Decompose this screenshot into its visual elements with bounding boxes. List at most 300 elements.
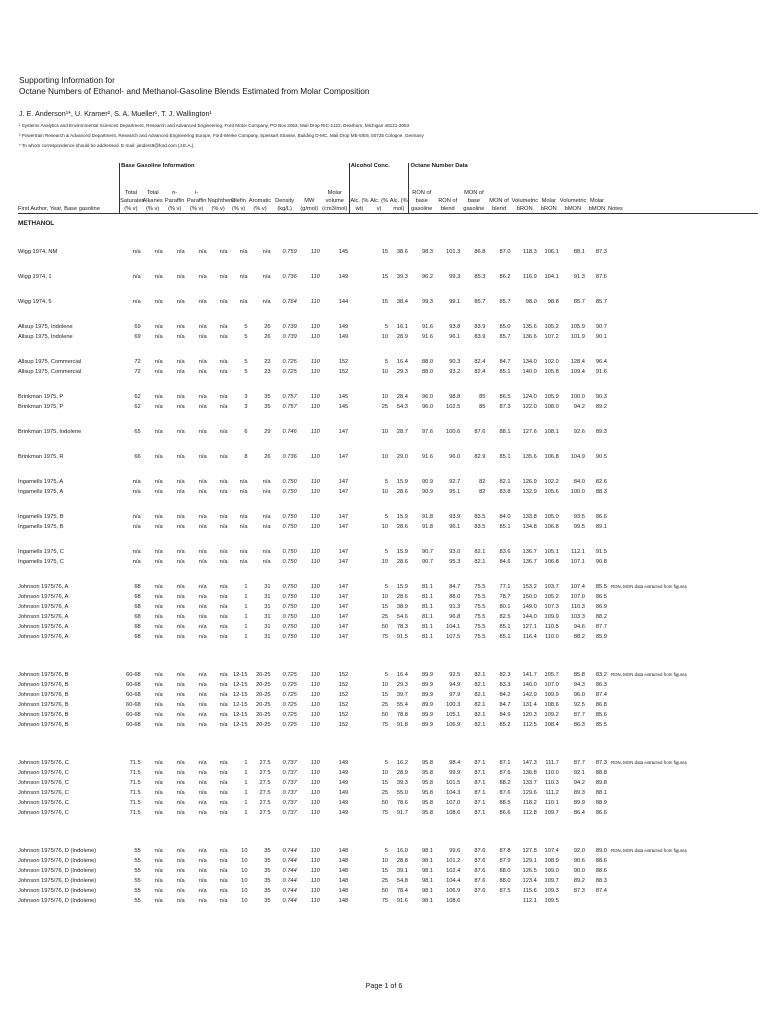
table-cell: n/a bbox=[176, 514, 185, 520]
table-cell: 94.3 bbox=[573, 682, 585, 688]
row-label: Allsup 1975, Commercial bbox=[18, 369, 82, 375]
table-cell: 88.3 bbox=[595, 878, 607, 884]
table-cell: 118.2 bbox=[522, 800, 537, 806]
table-cell: 107.3 bbox=[544, 604, 559, 610]
table-cell: 136.6 bbox=[522, 334, 537, 340]
table-cell: n/a bbox=[198, 249, 207, 255]
table-cell: 15 bbox=[381, 249, 389, 255]
table-cell: 99.1 bbox=[449, 299, 461, 305]
table-cell: 90.3 bbox=[595, 394, 607, 400]
table-cell: n/a bbox=[219, 324, 228, 330]
table-cell: 99.9 bbox=[449, 770, 461, 776]
table-cell: n/a bbox=[154, 604, 163, 610]
table-cell bbox=[349, 720, 369, 730]
table-cell: 147 bbox=[338, 559, 349, 565]
table-cell: 88.0 bbox=[422, 369, 434, 375]
table-cell: 85.1 bbox=[499, 369, 511, 375]
table-cell: 82.1 bbox=[474, 549, 486, 555]
table-cell: n/a bbox=[154, 770, 163, 776]
table-cell: 10 bbox=[241, 878, 248, 884]
table-cell: 104.9 bbox=[570, 454, 585, 460]
table-cell: 0.737 bbox=[282, 790, 297, 796]
table-cell: n/a bbox=[219, 524, 228, 530]
row-label: Wigg 1974, 1 bbox=[18, 274, 52, 280]
table-cell: 88.2 bbox=[595, 614, 607, 620]
table-row bbox=[18, 332, 758, 342]
table-cell: 78.8 bbox=[396, 712, 408, 718]
table-cell: 82.4 bbox=[474, 359, 486, 365]
table-cell: 111.7 bbox=[545, 760, 559, 766]
table-cell: 92.6 bbox=[573, 429, 585, 435]
table-cell bbox=[349, 798, 369, 808]
table-cell: 104.3 bbox=[446, 790, 461, 796]
table-cell: 87.6 bbox=[474, 888, 486, 894]
table-cell: 116.4 bbox=[522, 634, 537, 640]
table-cell: n/a bbox=[198, 454, 207, 460]
table-cell: n/a bbox=[154, 614, 163, 620]
table-cell: 135.6 bbox=[522, 454, 537, 460]
table-cell: 1 bbox=[244, 790, 248, 796]
table-cell: 106.8 bbox=[544, 524, 559, 530]
table-cell: 94.2 bbox=[573, 780, 585, 786]
table-cell: 90.3 bbox=[449, 359, 461, 365]
table-cell: 0.725 bbox=[282, 359, 297, 365]
table-cell: n/a bbox=[219, 878, 228, 884]
table-row bbox=[18, 427, 758, 437]
table-cell: 131.4 bbox=[522, 702, 537, 708]
table-cell: n/a bbox=[176, 429, 185, 435]
row-label: Allsup 1975, Indolene bbox=[18, 324, 73, 330]
table-cell: 10 bbox=[381, 369, 389, 375]
table-cell: 75.5 bbox=[474, 594, 486, 600]
table-cell: 35 bbox=[264, 898, 271, 904]
row-note bbox=[608, 512, 758, 522]
table-cell: n/a bbox=[198, 760, 207, 766]
table-row bbox=[18, 710, 758, 720]
table-cell: 99.3 bbox=[422, 299, 434, 305]
table-cell: n/a bbox=[176, 394, 185, 400]
table-cell: 85.7 bbox=[595, 299, 607, 305]
table-cell: 109.7 bbox=[544, 878, 559, 884]
table-cell: 105.6 bbox=[544, 489, 559, 495]
table-cell: 98.1 bbox=[422, 878, 434, 884]
table-cell: 1 bbox=[244, 770, 248, 776]
table-cell: 15.9 bbox=[396, 479, 408, 485]
table-cell: 0.750 bbox=[282, 559, 297, 565]
column-header: Alc. (% wt) bbox=[349, 175, 369, 214]
table-cell: 88.0 bbox=[449, 594, 461, 600]
row-label: Johnson 1975/76, A bbox=[18, 624, 69, 630]
table-cell bbox=[349, 487, 369, 497]
table-cell: 69 bbox=[134, 334, 141, 340]
table-cell: n/a bbox=[176, 712, 185, 718]
table-cell: 152 bbox=[338, 672, 349, 678]
table-cell: 95.8 bbox=[422, 770, 434, 776]
table-cell: 82 bbox=[479, 479, 486, 485]
table-row bbox=[18, 798, 758, 808]
table-cell: 90.9 bbox=[422, 489, 434, 495]
table-cell: 95.8 bbox=[422, 760, 434, 766]
table-cell: 84.7 bbox=[449, 584, 461, 590]
table-cell: 148 bbox=[338, 888, 349, 894]
table-cell: n/a bbox=[239, 274, 248, 280]
table-cell: 98.8 bbox=[449, 394, 461, 400]
table-cell: 84.9 bbox=[499, 712, 511, 718]
table-cell: n/a bbox=[219, 810, 228, 816]
table-cell: 10 bbox=[381, 489, 389, 495]
table-cell: n/a bbox=[262, 559, 271, 565]
table-cell: 85.8 bbox=[573, 672, 585, 678]
row-note: RON, MON data extracted from figures bbox=[610, 760, 687, 765]
table-cell: 123.4 bbox=[522, 878, 537, 884]
table-cell: 87.6 bbox=[474, 429, 486, 435]
table-cell bbox=[349, 866, 369, 876]
table-cell: 5 bbox=[244, 324, 248, 330]
row-label: Johnson 1975/76, C bbox=[18, 800, 69, 806]
row-note bbox=[608, 866, 758, 876]
table-cell: 0.739 bbox=[282, 334, 297, 340]
table-cell: n/a bbox=[219, 514, 228, 520]
table-cell: 10 bbox=[381, 858, 389, 864]
column-header: Naphthene (% v) bbox=[208, 175, 229, 214]
table-cell: n/a bbox=[219, 299, 228, 305]
table-cell: 141.7 bbox=[522, 672, 537, 678]
table-cell: n/a bbox=[198, 334, 207, 340]
table-cell: n/a bbox=[154, 858, 163, 864]
table-cell: n/a bbox=[154, 790, 163, 796]
table-cell: 109.7 bbox=[544, 810, 559, 816]
table-cell: 103.3 bbox=[570, 614, 585, 620]
table-cell bbox=[349, 700, 369, 710]
table-cell bbox=[349, 477, 369, 487]
table-cell: 86.8 bbox=[474, 249, 486, 255]
row-note bbox=[608, 778, 758, 788]
table-cell: n/a bbox=[198, 878, 207, 884]
table-cell: 107.0 bbox=[570, 594, 585, 600]
table-cell: 55 bbox=[134, 848, 141, 854]
table-cell: n/a bbox=[154, 594, 163, 600]
table-cell: 82.9 bbox=[474, 454, 486, 460]
table-cell: 91.6 bbox=[595, 369, 607, 375]
table-cell: 110 bbox=[310, 559, 320, 565]
table-cell: 106.1 bbox=[544, 249, 559, 255]
table-cell: 0.744 bbox=[282, 888, 297, 894]
table-cell: n/a bbox=[262, 514, 271, 520]
table-cell: 0.725 bbox=[282, 702, 297, 708]
table-cell: 147.3 bbox=[522, 760, 537, 766]
table-cell: 12-15 bbox=[232, 682, 248, 688]
table-cell: n/a bbox=[176, 594, 185, 600]
table-cell: 93.0 bbox=[449, 549, 461, 555]
table-cell: 127.1 bbox=[522, 624, 537, 630]
row-note bbox=[608, 427, 758, 437]
table-cell: 87.6 bbox=[595, 274, 607, 280]
table-cell: 92.1 bbox=[573, 770, 585, 776]
table-cell bbox=[586, 896, 608, 906]
table-cell: 105.0 bbox=[544, 514, 559, 520]
table-cell: 110 bbox=[310, 584, 320, 590]
table-cell: n/a bbox=[198, 299, 207, 305]
table-cell: 80.1 bbox=[499, 604, 511, 610]
table-cell: 35 bbox=[264, 868, 271, 874]
table-cell: 102.0 bbox=[544, 359, 559, 365]
table-cell: 1 bbox=[244, 800, 248, 806]
table-cell: n/a bbox=[176, 369, 185, 375]
table-cell: n/a bbox=[262, 479, 271, 485]
table-row bbox=[18, 547, 758, 557]
table-cell: 110 bbox=[310, 404, 320, 410]
table-cell: 110 bbox=[310, 682, 320, 688]
table-cell: n/a bbox=[176, 614, 185, 620]
table-cell: 0.757 bbox=[282, 404, 297, 410]
table-cell: 91.6 bbox=[422, 324, 434, 330]
table-cell: 26 bbox=[264, 334, 271, 340]
table-cell: 91.8 bbox=[396, 722, 408, 728]
table-cell: 149 bbox=[338, 780, 349, 786]
table-cell: 81.1 bbox=[422, 594, 434, 600]
table-cell: n/a bbox=[154, 780, 163, 786]
table-cell: n/a bbox=[198, 614, 207, 620]
table-cell: 71.5 bbox=[129, 790, 141, 796]
table-cell: n/a bbox=[198, 429, 207, 435]
table-cell: 94.9 bbox=[449, 682, 461, 688]
table-cell: 98.0 bbox=[525, 299, 537, 305]
table-cell: 89.2 bbox=[573, 878, 585, 884]
table-cell: 71.5 bbox=[129, 810, 141, 816]
table-cell: 91.3 bbox=[573, 274, 585, 280]
table-cell: 86.6 bbox=[499, 810, 511, 816]
table-cell: 0.725 bbox=[282, 369, 297, 375]
table-cell: 98.1 bbox=[422, 888, 434, 894]
table-cell: 152 bbox=[338, 692, 349, 698]
table-cell: 90.5 bbox=[595, 454, 607, 460]
table-cell: 87.3 bbox=[595, 249, 607, 255]
row-label: Ingamells 1975, C bbox=[18, 549, 64, 555]
table-cell: 35 bbox=[264, 878, 271, 884]
table-cell: 10 bbox=[381, 682, 389, 688]
table-cell: 140.0 bbox=[522, 682, 537, 688]
table-cell: 120.3 bbox=[522, 712, 537, 718]
table-cell: 108.0 bbox=[544, 404, 559, 410]
table-cell: 28.4 bbox=[396, 394, 408, 400]
table-cell: 16.0 bbox=[396, 848, 408, 854]
table-cell: 15 bbox=[381, 692, 389, 698]
table-cell: 102.5 bbox=[446, 404, 461, 410]
table-cell: 89.9 bbox=[422, 682, 434, 688]
table-cell: 5 bbox=[384, 848, 389, 854]
table-cell: 129.6 bbox=[522, 790, 537, 796]
table-row bbox=[18, 680, 758, 690]
table-cell bbox=[349, 557, 369, 567]
table-cell: 82.5 bbox=[499, 614, 511, 620]
table-cell: 88.2 bbox=[499, 780, 511, 786]
table-cell: 88.0 bbox=[499, 878, 511, 884]
table-cell: n/a bbox=[198, 702, 207, 708]
table-cell: 6 bbox=[244, 429, 248, 435]
table-row bbox=[18, 808, 758, 818]
table-cell: n/a bbox=[239, 514, 248, 520]
table-cell: 92.5 bbox=[449, 672, 461, 678]
table-cell: 78.6 bbox=[396, 800, 408, 806]
table-cell: n/a bbox=[154, 898, 163, 904]
table-cell: 110 bbox=[310, 334, 320, 340]
table-cell: 27.5 bbox=[259, 780, 271, 786]
table-cell: 82.4 bbox=[474, 369, 486, 375]
table-cell: 106.8 bbox=[544, 454, 559, 460]
table-cell: 108.6 bbox=[446, 810, 461, 816]
table-cell: 0.750 bbox=[282, 604, 297, 610]
table-cell: 96.0 bbox=[449, 454, 461, 460]
table-cell: n/a bbox=[239, 549, 248, 555]
table-row bbox=[18, 322, 758, 332]
table-cell: 92.7 bbox=[449, 479, 461, 485]
table-cell: n/a bbox=[219, 848, 228, 854]
table-cell: 96.4 bbox=[595, 359, 607, 365]
table-cell: 0.737 bbox=[282, 780, 297, 786]
table-cell: 149.0 bbox=[522, 604, 537, 610]
table-cell: 90.7 bbox=[595, 324, 607, 330]
table-cell: 75.5 bbox=[474, 604, 486, 610]
table-cell: 147 bbox=[338, 454, 349, 460]
row-note bbox=[608, 768, 758, 778]
table-cell: n/a bbox=[219, 249, 228, 255]
table-cell: 148 bbox=[338, 898, 349, 904]
table-cell: 68 bbox=[134, 604, 141, 610]
column-header: i-Paraffin (% v) bbox=[186, 175, 208, 214]
table-cell: 0.744 bbox=[282, 848, 297, 854]
table-cell: 23 bbox=[264, 369, 271, 375]
table-cell: 10 bbox=[241, 898, 248, 904]
table-cell: n/a bbox=[219, 672, 228, 678]
table-cell: 3 bbox=[244, 394, 248, 400]
table-cell: 84.6 bbox=[499, 559, 511, 565]
table-cell: 91.8 bbox=[422, 514, 434, 520]
table-cell: 89.8 bbox=[595, 780, 607, 786]
table-cell: 110 bbox=[310, 394, 320, 400]
table-cell: n/a bbox=[219, 429, 228, 435]
table-row bbox=[18, 612, 758, 622]
table-cell: n/a bbox=[262, 489, 271, 495]
column-header: First Author, Year, Base gasoline bbox=[18, 175, 120, 214]
table-cell: n/a bbox=[176, 848, 185, 854]
table-cell: n/a bbox=[198, 559, 207, 565]
table-cell: 92.5 bbox=[573, 702, 585, 708]
table-cell: n/a bbox=[154, 524, 163, 530]
table-cell: 72 bbox=[134, 369, 141, 375]
table-cell: 10 bbox=[381, 429, 389, 435]
table-cell: 60-68 bbox=[126, 702, 141, 708]
table-cell: n/a bbox=[219, 359, 228, 365]
table-cell: 112.5 bbox=[522, 722, 537, 728]
table-cell: n/a bbox=[219, 770, 228, 776]
row-note bbox=[608, 798, 758, 808]
table-cell: 50 bbox=[381, 712, 389, 718]
table-cell: 0.737 bbox=[282, 770, 297, 776]
table-cell: 98.4 bbox=[449, 760, 461, 766]
table-cell: n/a bbox=[154, 712, 163, 718]
table-cell: 10 bbox=[381, 770, 389, 776]
table-row bbox=[18, 768, 758, 778]
table-cell: n/a bbox=[154, 489, 163, 495]
table-cell bbox=[560, 896, 586, 906]
table-cell: 136.7 bbox=[522, 549, 537, 555]
table-cell: 0.737 bbox=[282, 810, 297, 816]
column-header: n-Paraffin (% v) bbox=[164, 175, 186, 214]
table-cell: 135.6 bbox=[522, 324, 537, 330]
table-cell: 122.0 bbox=[522, 404, 537, 410]
table-cell: 89.9 bbox=[422, 692, 434, 698]
table-cell: 88.6 bbox=[595, 858, 607, 864]
table-cell: 90.7 bbox=[422, 559, 434, 565]
table-cell: 20-25 bbox=[256, 702, 271, 708]
table-cell: 35 bbox=[264, 394, 271, 400]
table-cell: 110 bbox=[310, 790, 320, 796]
table-cell: 81.1 bbox=[422, 614, 434, 620]
table-cell: n/a bbox=[132, 299, 141, 305]
table-cell: 5 bbox=[384, 359, 389, 365]
table-cell: n/a bbox=[154, 848, 163, 854]
table-cell: 15 bbox=[381, 274, 389, 280]
table-cell: 60-68 bbox=[126, 712, 141, 718]
table-cell: 86.9 bbox=[595, 604, 607, 610]
table-cell: 62 bbox=[134, 404, 141, 410]
table-cell: 150.0 bbox=[522, 594, 537, 600]
table-cell: 83.5 bbox=[474, 524, 486, 530]
table-cell: 109.5 bbox=[544, 898, 559, 904]
table-cell: n/a bbox=[132, 524, 141, 530]
row-note bbox=[608, 622, 758, 632]
table-cell: 107.4 bbox=[544, 848, 559, 854]
table-cell: 3 bbox=[244, 404, 248, 410]
row-note bbox=[608, 896, 758, 906]
row-note: RON, MON data extracted from figures bbox=[610, 584, 687, 589]
table-cell: n/a bbox=[198, 359, 207, 365]
table-cell: 140.0 bbox=[522, 369, 537, 375]
table-cell: 75 bbox=[381, 898, 389, 904]
table-cell: 38.9 bbox=[396, 604, 408, 610]
table-cell bbox=[349, 522, 369, 532]
table-cell: 82.3 bbox=[499, 672, 511, 678]
row-note: RON, MON data extracted from figures bbox=[610, 848, 687, 853]
row-label: Ingamells 1975, A bbox=[18, 479, 64, 485]
table-body bbox=[18, 214, 758, 907]
table-cell: n/a bbox=[154, 369, 163, 375]
table-cell: 10 bbox=[241, 848, 248, 854]
table-cell: 149 bbox=[338, 760, 349, 766]
table-cell: n/a bbox=[176, 324, 185, 330]
table-cell: n/a bbox=[176, 489, 185, 495]
table-cell: n/a bbox=[154, 394, 163, 400]
table-cell: n/a bbox=[219, 760, 228, 766]
table-cell: n/a bbox=[154, 559, 163, 565]
table-cell: n/a bbox=[176, 454, 185, 460]
table-cell: 149 bbox=[338, 790, 349, 796]
table-cell: n/a bbox=[198, 898, 207, 904]
table-cell: 0.759 bbox=[282, 249, 297, 255]
column-header: RON of base gasoline bbox=[409, 175, 434, 214]
table-cell: n/a bbox=[176, 760, 185, 766]
table-cell: 1 bbox=[244, 810, 248, 816]
table-cell: 91.6 bbox=[422, 454, 434, 460]
table-cell: n/a bbox=[154, 702, 163, 708]
table-cell: n/a bbox=[176, 722, 185, 728]
table-cell: 28.9 bbox=[396, 334, 408, 340]
table-cell: 15 bbox=[381, 299, 389, 305]
table-cell: n/a bbox=[154, 800, 163, 806]
table-cell: 103.7 bbox=[544, 584, 559, 590]
table-cell: 107.0 bbox=[544, 682, 559, 688]
table-cell: 31 bbox=[264, 634, 271, 640]
